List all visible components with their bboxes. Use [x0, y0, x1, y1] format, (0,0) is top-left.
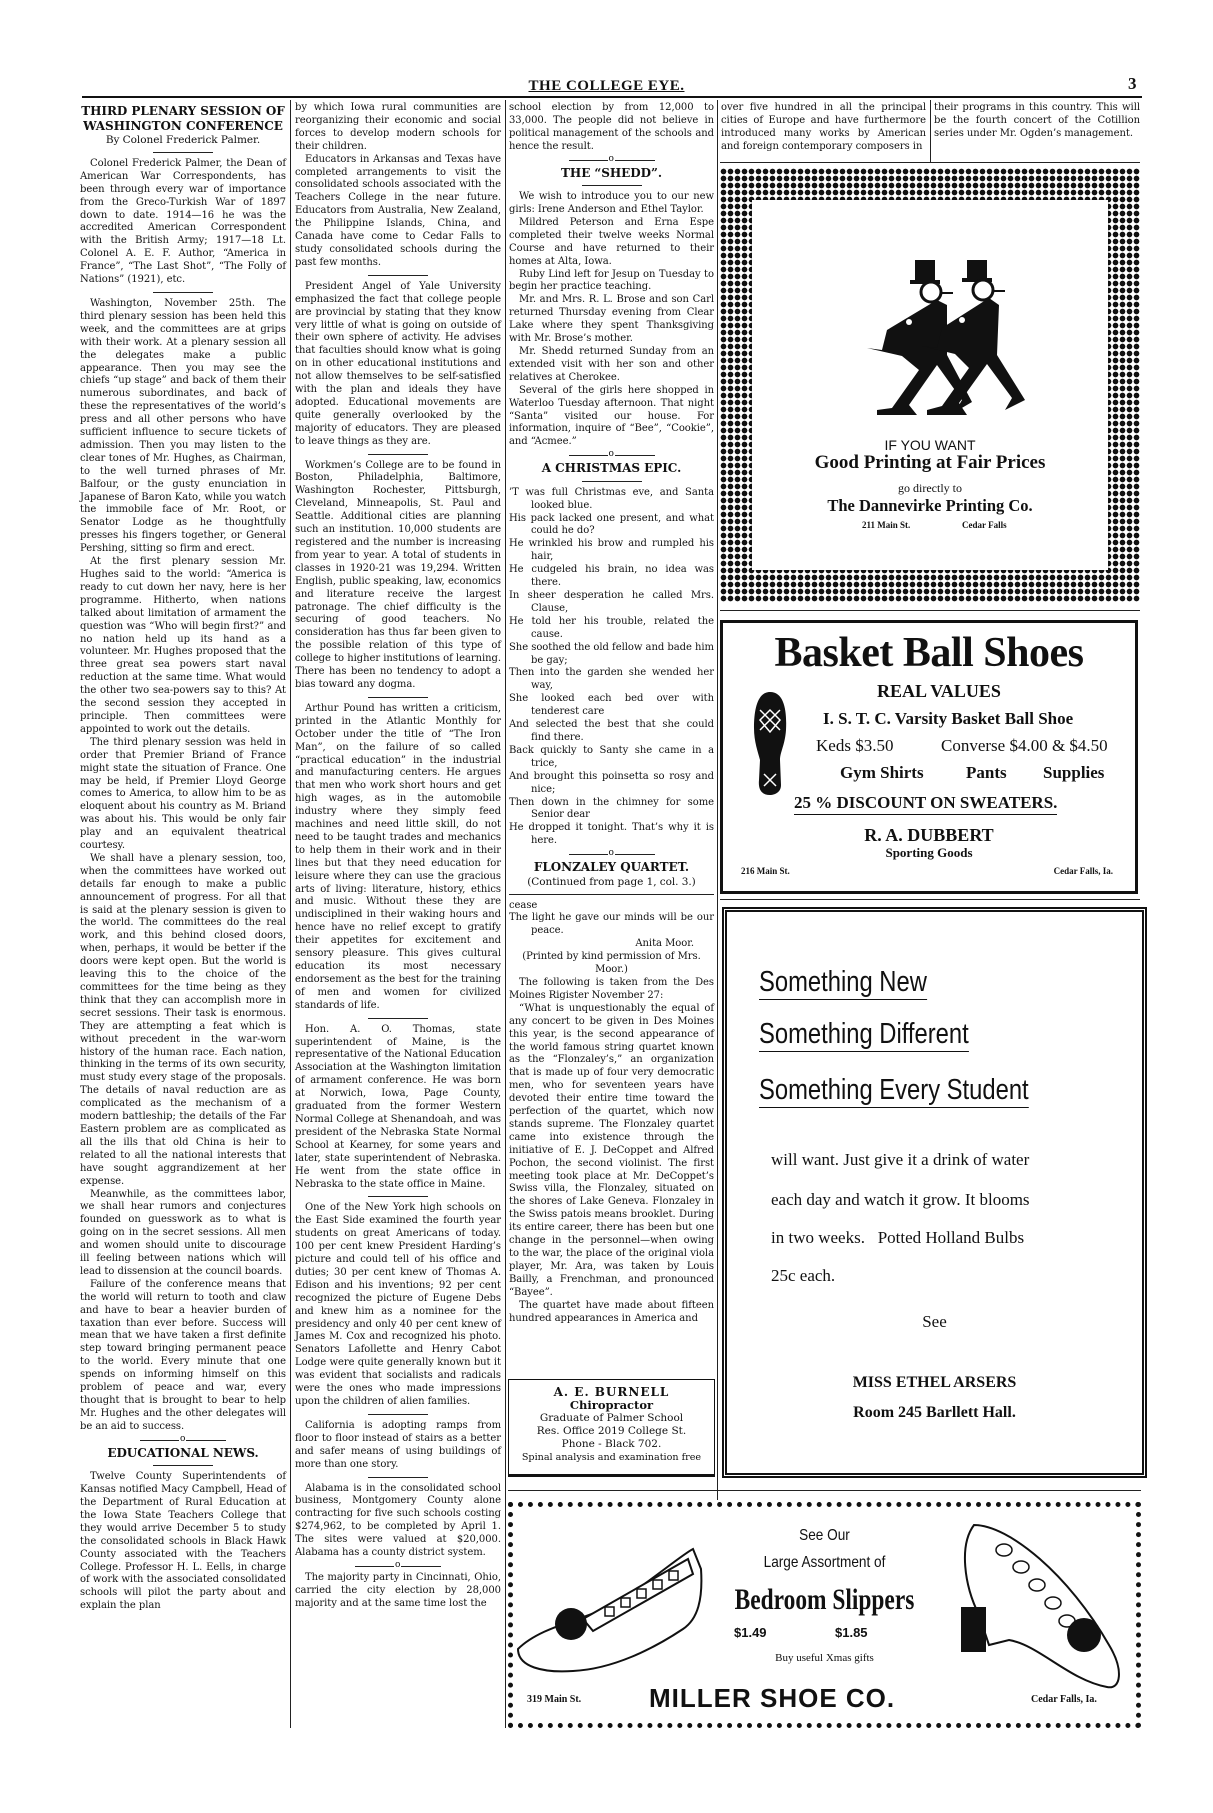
shoe-sole-illustration — [752, 690, 788, 796]
poem-line: She looked each bed over with tenderest care — [509, 693, 714, 718]
column-divider — [717, 100, 718, 1500]
miller-shoe-slippers-ad — [508, 1502, 1141, 1728]
article-note: Anita Moor. — [635, 938, 694, 950]
article-separator-rule — [368, 697, 428, 698]
poem-line-wrapper — [509, 745, 714, 771]
poem-line-wrapper — [509, 564, 714, 590]
article-paragraph: We wish to introduce you to our new girls: Irene Anderson and Ethel Taylor. — [509, 191, 714, 216]
dubbert-city: Cedar Falls, Ia. — [1053, 866, 1113, 876]
article-separator-rule — [368, 1196, 428, 1197]
poem-line-wrapper — [509, 719, 714, 745]
slipper-price: $1.85 — [835, 1625, 868, 1640]
printing-company: The Dannevirke Printing Co. — [827, 496, 1033, 515]
column-divider — [290, 100, 291, 1728]
article-byline: By Colonel Frederick Palmer. — [105, 134, 261, 146]
article-separator-rule — [582, 185, 642, 186]
article-paragraph: Educators in Arkansas and Texas have completed arrangements to visit the consolidated schools associated with the Teachers College in the near future. Educators from Australia, New Zealand, the Philippine Islands, China, and Canada have come to Cedar Falls to study consolidated schools during the past few months. — [295, 153, 501, 268]
burnell-line: Phone - Black 702. — [561, 1438, 662, 1450]
bulbs-see: See — [922, 1312, 947, 1331]
article-headline: THE “SHEDD”. — [561, 165, 662, 180]
poem-line: Then down in the chimney for some Senior dear — [509, 796, 714, 821]
poem-line-wrapper — [509, 771, 714, 797]
poem-line-wrapper — [509, 513, 714, 539]
converse-price: Converse $4.00 & $4.50 — [941, 736, 1108, 755]
article-paragraph: Meanwhile, as the committees labor, we shall hear rumors and conjectures founded on guesswork as to what is going on in the secret sessions. All men and women should unite to discourage ill feeling between nations which will lead to dissension at the council boards. — [80, 1188, 286, 1277]
article-separator-rule — [368, 1018, 428, 1019]
article-paragraph: At the first plenary session Mr. Hughes said to the world: “America is ready to cut down her navy, here is her programme. Hitherto, when nations talked about limitation of armament the question was “Who will begin first?” and no nation held up its hand as a volunteer. Mr. Hughes proposed that the three great sea powers start naval reduction at the same time. What would the other two sea-powers say to this? At the second session they accepted in principle. Then committees were appointed to work out the details. — [80, 556, 286, 735]
dubbert-address: 216 Main St. — [741, 866, 790, 876]
article-paragraph: Alabama is in the consolidated school business, Montgomery County alone contracting for five such schools costing $274,962, to be completed by April 1. The sites were valued at $20,000. Alabama has a county district system. — [295, 1482, 501, 1559]
bulbs-body: in two weeks. Potted Holland Bulbs — [771, 1228, 1025, 1247]
article-separator-rule — [569, 160, 655, 161]
section-rule — [720, 162, 1140, 163]
walking-men-illustration — [847, 260, 1047, 420]
article-paragraph: President Angel of Yale University emphasized the fact that college people are provincial by stating that they know very little of what is going on outside of their own sphere of activity. He advises that faculties should know what is going on in other educational institutions and not allow themselves to be self-satisfied with the plan and ideals they have adopted. Educational movements are quite generally overlooked by the majority of educators. They are pleased to leave things as they are. — [295, 280, 501, 447]
column-4-article-text — [721, 102, 926, 154]
article-paragraph: California is adopting ramps from floor to floor instead of stairs as a better and safer means of using buildings of more than one story. — [295, 1419, 501, 1470]
dubbert-store-type: Sporting Goods — [885, 845, 973, 860]
poem-line-wrapper — [509, 616, 714, 642]
poem-line: His pack lacked one present, and what could he do? — [509, 512, 714, 537]
burnell-line: Graduate of Palmer School — [539, 1412, 684, 1424]
page-number: 3 — [1128, 74, 1137, 93]
poem-line: She soothed the old fellow and bade him be gay; — [509, 641, 714, 666]
article-separator-rule — [569, 455, 655, 456]
burnell-line: Res. Office 2019 College St. — [536, 1425, 687, 1437]
burnell-line: Spinal analysis and examination free — [521, 1452, 702, 1463]
bulbs-contact-room: Room 245 Barllett Hall. — [853, 1404, 1016, 1421]
article-paragraph: The third plenary session was held in order that Premier Briand of France might state the situation of France. One may be held, if Premier Lloyd George comes to America, to allow him to be as eloquent about his country as M. Briand was about his. This would be only fair play and an equivalent theatrical courtesy. — [80, 736, 286, 852]
poem-line: He wrinkled his brow and rumpled his hair, — [509, 538, 714, 563]
section-rule — [508, 1490, 1141, 1491]
column-divider — [505, 100, 506, 1728]
article-headline: THIRD PLENARY SESSION OF WASHINGTON CONFERENCE — [81, 104, 285, 133]
article-separator-rule — [140, 1440, 226, 1441]
burnell-chiropractor-ad — [508, 1379, 715, 1477]
article-separator-rule — [153, 1465, 213, 1466]
poem-line-wrapper — [509, 797, 714, 823]
dannevirke-printing-ad — [720, 168, 1140, 602]
article-paragraph: Ruby Lind left for Jesup on Tuesday to begin her practice teaching. — [509, 268, 714, 293]
poem-line: The light he gave our minds will be our peace. — [509, 912, 714, 937]
poem-line: And selected the best that she could find there. — [509, 719, 714, 743]
article-paragraph: Mr. and Mrs. R. L. Brose and son Carl returned Thursday evening from Clear Lake where they spent Thanksgiving with Mr. Brose’s mother. — [509, 294, 714, 345]
bulbs-headline-new: Something New — [759, 966, 927, 998]
poem-line: Then into the garden she wended her way, — [509, 667, 714, 692]
slippers-title: Bedroom Slippers — [734, 1583, 915, 1616]
article-paragraph: Colonel Frederick Palmer, the Dean of American War Correspondents, has been through every war of importance from the Greco-Turkish War of 1897 down to date. 1914—16 he was the accredited American Correspondent with the British Army; 1917—18 Lt. Colonel A. E. F. Author, “America in France”, “The Last Shot”, “The Folly of Nations” (1921), etc. — [80, 157, 286, 286]
article-paragraph: Mr. Shedd returned Sunday from an extended visit with her son and other relatives at Cherokee. — [509, 346, 714, 383]
article-paragraph: “What is unquestionably the equal of any concert to be given in Des Moines this year, is the second appearance of the world famous string quartet known as the “Flonzaley’s,” an organization that is made up of four very democratic men, who for seventeen years have devoted their entire time toward the perfection of the quartet, which now stands supreme. The Flonzaley quartet came into existence through the initiative of E. J. DeCoppet and Alfred Pochon, the second violinist. The first meeting took place at Mr. DeCoppet’s Swiss villa, the Flonzaley, situated on the shores of Lake Geneva. Flonzaley in the Swiss patois means brooklet. During its entire career, there has been but one change in the personnel—when owing to the war, the place of the original viola player, Mr. Ara, was taken by Louis Bailly, a Frenchman, and pronounced “Bayee”. — [509, 1002, 714, 1298]
basketball-product: I. S. T. C. Varsity Basket Ball Shoe — [823, 709, 1074, 728]
article-paragraph: by which Iowa rural communities are reorganizing their economic and social forces to develop modern schools for their children. — [295, 102, 501, 152]
column-5-article-text — [934, 102, 1140, 141]
poem-line-wrapper — [509, 538, 714, 564]
poem-line: And brought this poinsetta so rosy and nice; — [509, 770, 714, 795]
column-1-article-text — [80, 102, 286, 1613]
article-paragraph: Failure of the conference means that the world will return to tooth and claw and have to bear a heavier burden of taxation than ever before. Success will mean that we have taken a first definite step toward bringing permanent peace to the world. Every minute that one spends on informing himself on this problem of peace and war, every thought that is brought to bear to help Mr. Hughes and the other delegates will be an aid to success. — [80, 1278, 286, 1432]
column-2-article-text — [295, 102, 501, 1611]
poem-line-wrapper — [509, 693, 714, 719]
burnell-title: Chiropractor — [569, 1398, 654, 1412]
article-byline: (Continued from page 1, col. 3.) — [527, 875, 696, 888]
sweater-discount: 25 % DISCOUNT ON SWEATERS. — [794, 793, 1057, 815]
basketball-subtitle: REAL VALUES — [877, 681, 1001, 701]
bulbs-body: each day and watch it grow. It blooms — [771, 1190, 1030, 1209]
article-separator-rule — [582, 481, 642, 482]
burnell-name: A. E. BURNELL — [553, 1385, 670, 1399]
article-separator-rule — [153, 152, 213, 153]
article-headline: A CHRISTMAS EPIC. — [541, 461, 682, 476]
article-separator-rule — [368, 1414, 428, 1415]
masthead-rule — [82, 96, 1142, 98]
poem-line: ’T was full Christmas eve, and Santa looked blue. — [509, 486, 714, 511]
poem-line-wrapper — [509, 912, 714, 938]
article-separator-rule — [569, 854, 655, 855]
poem-line: Back quickly to Santy she came in a trice, — [509, 744, 714, 769]
poem-line: He cudgeled his brain, no idea was there. — [509, 564, 714, 589]
article-paragraph: We shall have a plenary session, too, when the committees have worked out details far enough to make a public announcement of progress. For all that is said at the plenary session is given to the world. The committees do the real work, and this behind closed doors, when, perhaps, it would be better if the doors were kept open. But the world is leaving this to the choice of the committees for the time being as they think that they can accomplish more in secret sessions. Their task is enormous. They are attempting a feat which is without precedent in the war-worn history of the human race. Each nation, thinking in the terms of its own security, must study every stage of the proposals. The details of naval reduction are as complicated as the mechanism of a modern battleship; the details of the Far Eastern problem are as complicated as all the ills that old China is heir to related to all the national interests that have sought aggrandizement at her expense. — [80, 852, 286, 1187]
article-separator-rule — [368, 454, 428, 455]
basketball-item-gym-shirts: Gym Shirts — [840, 763, 924, 782]
article-paragraph: The majority party in Cincinnati, Ohio, carried the city election by 28,000 majority and at the same time lost the — [295, 1571, 501, 1609]
printing-direction: go directly to — [898, 481, 962, 495]
article-paragraph: Hon. A. O. Thomas, state superintendent of Maine, is the representative of the National Education Association at the Washington limitation of armament conference. He was born at Norwich, Iowa, Page County, graduated from the former Western Normal College at Shenandoah, and was president of the Nebraska State Normal School at Kearney, for some years and later, state superintendent of Nebraska. He went from the state office in Nebraska to the state office in Maine. — [295, 1023, 501, 1190]
basketball-title: Basket Ball Shoes — [774, 630, 1084, 676]
poem-line-wrapper — [509, 642, 714, 668]
article-headline: EDUCATIONAL NEWS. — [107, 1445, 259, 1460]
section-rule — [720, 610, 1140, 611]
column-3-article-text — [509, 102, 714, 1325]
slipper-right-illustration — [949, 1515, 1129, 1715]
poem-line: In sheer desperation he called Mrs. Clause, — [509, 590, 714, 614]
article-paragraph: Arthur Pound has written a criticism, printed in the Atlantic Monthly for October under the title of “The Iron Man”, on the failure of so called “practical education” in the industrial and manufacturing centers. He argues that men who work short hours and get high wages, as in the automobile industry where they simply feed machines and need little skill, do not need to be taught trades and mechanics to help them in their work and in their lines but that they need education for leisure where they can use the gracious arts of living: literature, history, ethics and music. Without these they are undisciplined in their waking hours and hence have no relief except to gratify their appetites for excitement and sensory pleasure. This gives cultural education its most necessary endorsement as the best for the training of men and women for civilized standards of life. — [295, 702, 501, 1011]
article-paragraph: Several of the girls here shopped in Waterloo Tuesday afternoon. That night “Santa” visited our house. For information, inquire of “Bee”, “Cookie”, and “Acmee.” — [509, 384, 714, 448]
article-paragraph: Workmen’s College are to be found in Boston, Philadelphia, Baltimore, Washington Rochester, Pittsburgh, Cleveland, Minneapolis, St. Paul and Seattle. Additional cities are planning such an institution. 10,000 students are registered and the number is increasing from year to year. A total of students in classes in 1920-21 was 19,294. Written English, public speaking, law, economics and literature receive the largest patronage. The chief difficulty is the securing of good teachers. No consideration has thus far been given to the possible relation of this type of college to higher institutions of learning. There has been no tendency to adopt a bias toward any dogma. — [295, 459, 501, 690]
miller-store-name: MILLER SHOE CO. — [649, 1683, 896, 1713]
article-headline: FLONZALEY QUARTET. — [533, 860, 690, 875]
poem-line: He told her his trouble, related the cause. — [509, 615, 714, 640]
dubbert-store-name: R. A. DUBBERT — [864, 825, 994, 845]
poem-line: He dropped it tonight. That’s why it is here. — [509, 822, 714, 847]
newspaper-masthead: THE COLLEGE EYE. — [528, 78, 685, 94]
article-paragraph: school election by from 12,000 to 33,000. The people did not believe in political management of the schools and hence the result. — [509, 102, 714, 152]
poem-line-wrapper — [509, 590, 714, 616]
bulbs-price: 25c each. — [771, 1266, 836, 1285]
basketball-shoes-ad — [720, 620, 1138, 894]
keds-price: Keds $3.50 — [816, 736, 894, 755]
article-separator-rule — [368, 1477, 428, 1478]
poem-line-wrapper — [509, 487, 714, 513]
holland-bulbs-ad — [722, 907, 1147, 1478]
bulbs-headline-every-student: Something Every Student — [759, 1074, 1029, 1106]
printing-city: Cedar Falls — [962, 520, 1007, 530]
article-paragraph: The following is taken from the Des Moines Rigister November 27: — [509, 976, 714, 1001]
bulbs-body: will want. Just give it a drink of water — [771, 1150, 1030, 1169]
printing-address: 211 Main St. — [862, 520, 911, 530]
slippers-tagline: Buy useful Xmas gifts — [775, 1652, 874, 1664]
article-paragraph: over five hundred in all the principal cities of Europe and have furthermore introduced many works by American and foreign contemporary composers in — [721, 102, 926, 152]
article-paragraph: Washington, November 25th. The third plenary session has been held this week, and the committees are at grips with their work. At a plenary session all the delegates make a public appearance. Then you may see the chiefs “up stage” and back of them their numerous subordinates, and back of these the representatives of the world’s press and all other persons who have sufficient influence to secure tickets of admission. Then you may listen to the clear tones of Mr. Hughes, as Chairman, to the well turned phrases of Mr. Balfour, or the gusty enunciation in Japanese of Baron Kato, while you watch the immobile face of Mr. Root, or Senator Lodge as he thoughtfully presses his fingers together, or General Pershing, sitting so firm and erect. — [80, 297, 286, 555]
article-paragraph: Twelve County Superintendents of Kansas notified Macy Campbell, Head of the Department of Rural Education at the Iowa State Teachers College that they would arrive December 5 to study the consolidated schools in Black Hawk County associated with the Teachers College. Professor H. L. Eells, in charge of work with the associated consolidated schools will pilot the party about and explain the plan — [80, 1471, 286, 1612]
slipper-price: $1.49 — [734, 1625, 767, 1640]
column-divider — [930, 100, 931, 162]
printing-slogan: Good Printing at Fair Prices — [814, 452, 1046, 473]
article-paragraph: One of the New York high schools on the East Side examined the fourth year students on great Americans of today. 100 per cent knew President Harding’s picture and could tell of his office and duties; 30 per cent knew of Thomas A. Edison and his inventions; 92 per cent recognized the picture of Eugene Debs and knew him as a nominee for the presidency and only 40 per cent knew of James M. Cox and recognized his photo. Senators Lafollette and Henry Cabot Lodge were quite generally known but it was evident that socialists and radicals were the ones who made impressions upon the children of alien families. — [295, 1202, 501, 1407]
article-paragraph: their programs in this country. This will be the fourth concert of the Cotillion series under Mr. Ogden’s management. — [934, 102, 1140, 139]
bulbs-headline-different: Something Different — [759, 1018, 969, 1050]
basketball-item-pants: Pants — [966, 763, 1007, 782]
article-paragraph: Mildred Peterson and Erna Espe completed their twelve weeks Normal Course and have returned to their homes at Alta, Iowa. — [509, 216, 714, 267]
article-separator-rule — [509, 894, 714, 895]
poem-line-wrapper — [509, 667, 714, 693]
poem-line-wrapper — [509, 900, 714, 913]
basketball-item-supplies: Supplies — [1043, 763, 1105, 782]
article-note: (Printed by kind permission of Mrs. Moor.) — [522, 951, 701, 976]
article-separator-rule — [355, 1566, 441, 1567]
article-separator-rule — [153, 292, 213, 293]
poem-line: cease — [509, 899, 538, 911]
section-rule — [720, 899, 1140, 900]
miller-city: Cedar Falls, Ia. — [1031, 1694, 1097, 1705]
article-separator-rule — [368, 275, 428, 276]
printing-headline: IF YOU WANT — [884, 437, 976, 453]
poem-line-wrapper — [509, 822, 714, 848]
bulbs-contact-name: MISS ETHEL ARSERS — [852, 1374, 1017, 1391]
slippers-intro: See Our — [799, 1527, 850, 1544]
miller-address: 319 Main St. — [527, 1694, 582, 1705]
article-paragraph: The quartet have made about fifteen hundred appearances in America and — [509, 1299, 714, 1324]
slippers-intro: Large Assortment of — [763, 1554, 886, 1571]
